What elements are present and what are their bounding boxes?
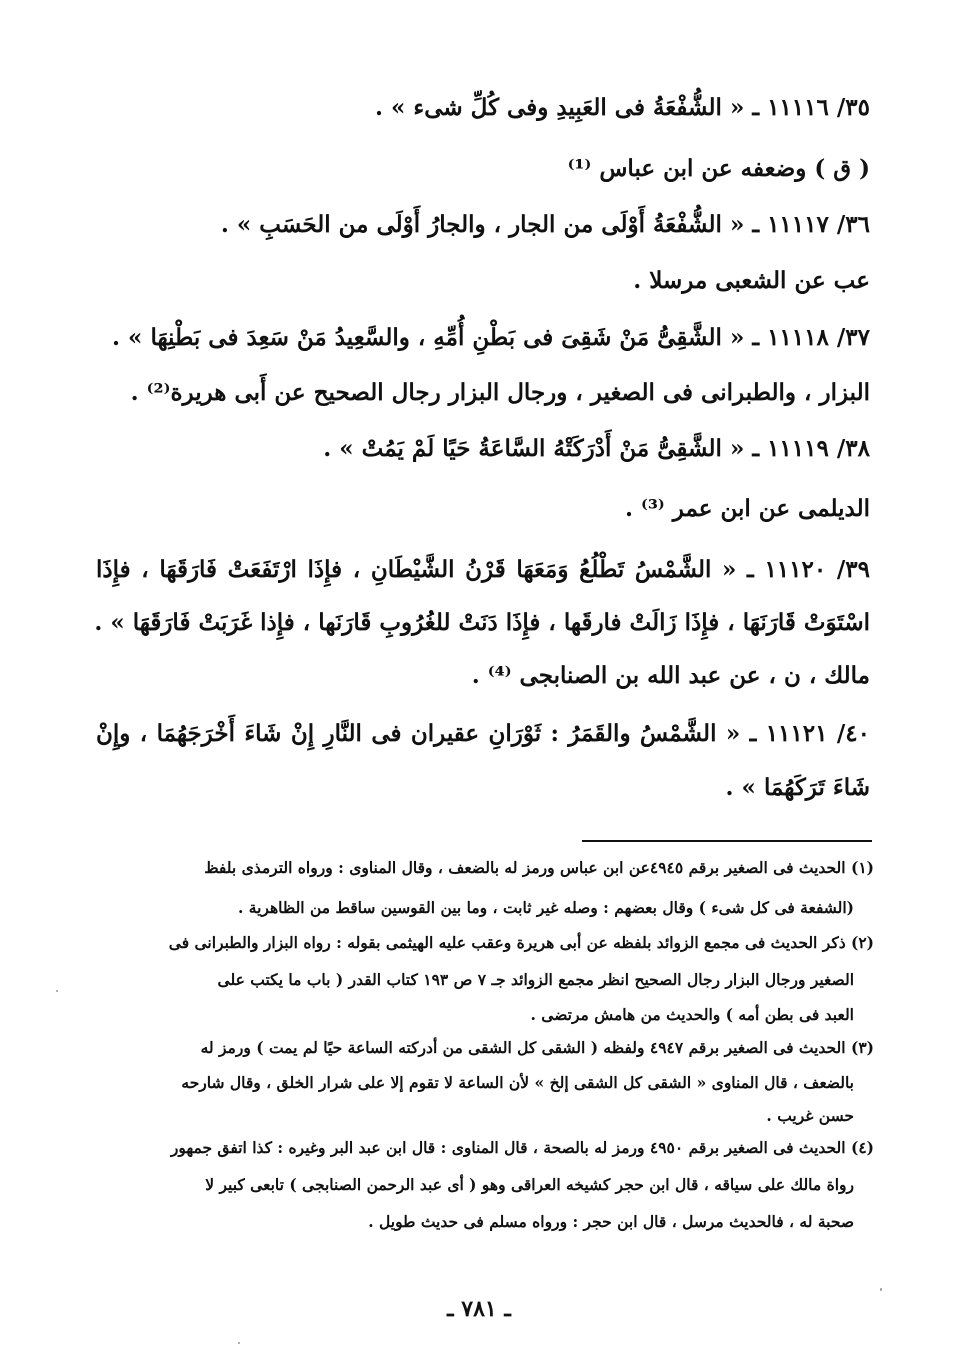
source-38: الديلمى عن ابن عمر ⁽³⁾ .	[624, 495, 870, 522]
scan-speck	[56, 990, 58, 992]
footnote-2-line3: العبد فى بطن أمه ) والحديث من هامش مرتضى .	[530, 1005, 854, 1024]
scan-speck	[238, 1342, 240, 1344]
page-number: ـ ٧٨١ ـ	[447, 1296, 511, 1322]
footnote-4-line1: (٤) الحديث فى الصغير برقم ٤٩٥٠ ورمز له بالصحة ، قال المناوى : قال ابن عبد البر وغيره : كذا اتفق جمهور	[170, 1138, 874, 1157]
footnote-1-line1: (١) الحديث فى الصغير برقم ٤٩٤٥عن ابن عباس ورمز له بالضعف ، وقال المناوى : ورواه الترمذى بلفظ	[204, 858, 874, 877]
footnote-3-line1: (٣) الحديث فى الصغير برقم ٤٩٤٧ ولفظه ( الشقى كل الشقى من أدركته الساعة حيًا لم يمت ) ورمز له	[200, 1038, 874, 1057]
footnote-2-line2: الصغير ورجال البزار رجال الصحيح انظر مجمع الزوائد جـ ٧ ص ١٩٣ كتاب القدر ( باب ما يكتب على	[217, 970, 854, 989]
hadith-39-line2: اسْتَوَتْ قَارَنَهَا ، فإِذَا زَالَتْ فارقَها ، فإِذَا دَنَتْ للغُرُوبِ قَارَنَها ، فإِذا غَرَبَتْ فَارَقَهَا » .	[94, 609, 870, 636]
footnote-4-line3: صحبة له ، فالحديث مرسل ، قال ابن حجر : ورواه مسلم فى حديث طويل .	[368, 1212, 854, 1231]
footnote-4-line2: رواة مالك على سياقه ، قال ابن حجر كشيخه العراقى وهو ( أى عبد الرحمن الصنابجى ) تابعى كبير لا	[205, 1175, 854, 1194]
hadith-35: ٣٥/ ١١١١٦ ـ « الشُّفْعَةُ فى العَبِيدِ وفى كُلِّ شىء » .	[375, 94, 870, 121]
footnote-divider	[582, 840, 872, 842]
source-39: مالك ، ن ، عن عبد الله بن الصنابجى ⁽⁴⁾ .	[471, 662, 870, 689]
hadith-36: ٣٦/ ١١١١٧ ـ « الشُّفْعَةُ أَوْلَى من الجار ، والجارُ أَوْلَى من الحَسَبِ » .	[220, 211, 870, 238]
hadith-37: ٣٧/ ١١١١٨ ـ « الشَّقِىُّ مَنْ شَقِىَ فى بَطْنِ أُمِّهِ ، والسَّعِيدُ مَنْ سَعِدَ فى بَطْنِهَا » .	[112, 324, 870, 351]
footnote-3-line2: بالضعف ، قال المناوى « الشقى كل الشقى إلخ » لأن الساعة لا تقوم إلا على شرار الخلق ، وقال شارحه	[181, 1073, 854, 1092]
hadith-38: ٣٨/ ١١١١٩ ـ « الشَّقِىُّ مَنْ أَدْرَكَتْهُ السَّاعَةُ حَيًا لَمْ يَمُتْ » .	[323, 435, 870, 462]
hadith-40-line1: ٤٠/ ١١١٢١ ـ « الشَّمْسُ والقَمَرُ : ثَوْرَانِ عقيران فى النَّارِ إِنْ شَاءَ أَخْرَجَهُمَا ، وإِنْ	[96, 720, 870, 747]
hadith-39-line1: ٣٩/ ١١١٢٠ ـ « الشَّمْسُ تَطْلُعُ وَمَعَهَا قَرْنُ الشَّيْطَانِ ، فإِذَا ارْتَفَعَتْ فَارَقَهَا ، فإِذَا	[96, 556, 870, 583]
scan-speck	[880, 1288, 882, 1291]
hadith-40-line2: شَاءَ تَرَكَهُمَا » .	[725, 774, 870, 801]
footnote-2-line1: (٢) ذكر الحديث فى مجمع الزوائد بلفظه عن أبى هريرة وعقب عليه الهيثمى بقوله : رواه البزار والطبرانى فى	[168, 933, 874, 952]
footnote-3-line3: حسن غريب .	[766, 1106, 854, 1125]
source-36: عب عن الشعبى مرسلا .	[633, 267, 870, 294]
footnote-1-line2: (الشفعة فى كل شىء ) وقال بعضهم : وصله غير ثابت ، وما بين القوسين ساقط من الظاهرية .	[237, 898, 854, 917]
source-37: البزار ، والطبرانى فى الصغير ، ورجال البزار رجال الصحيح عن أَبى هريرة⁽²⁾ .	[130, 379, 870, 406]
source-35: ( ق ) وضعفه عن ابن عباس ⁽¹⁾	[567, 155, 870, 182]
